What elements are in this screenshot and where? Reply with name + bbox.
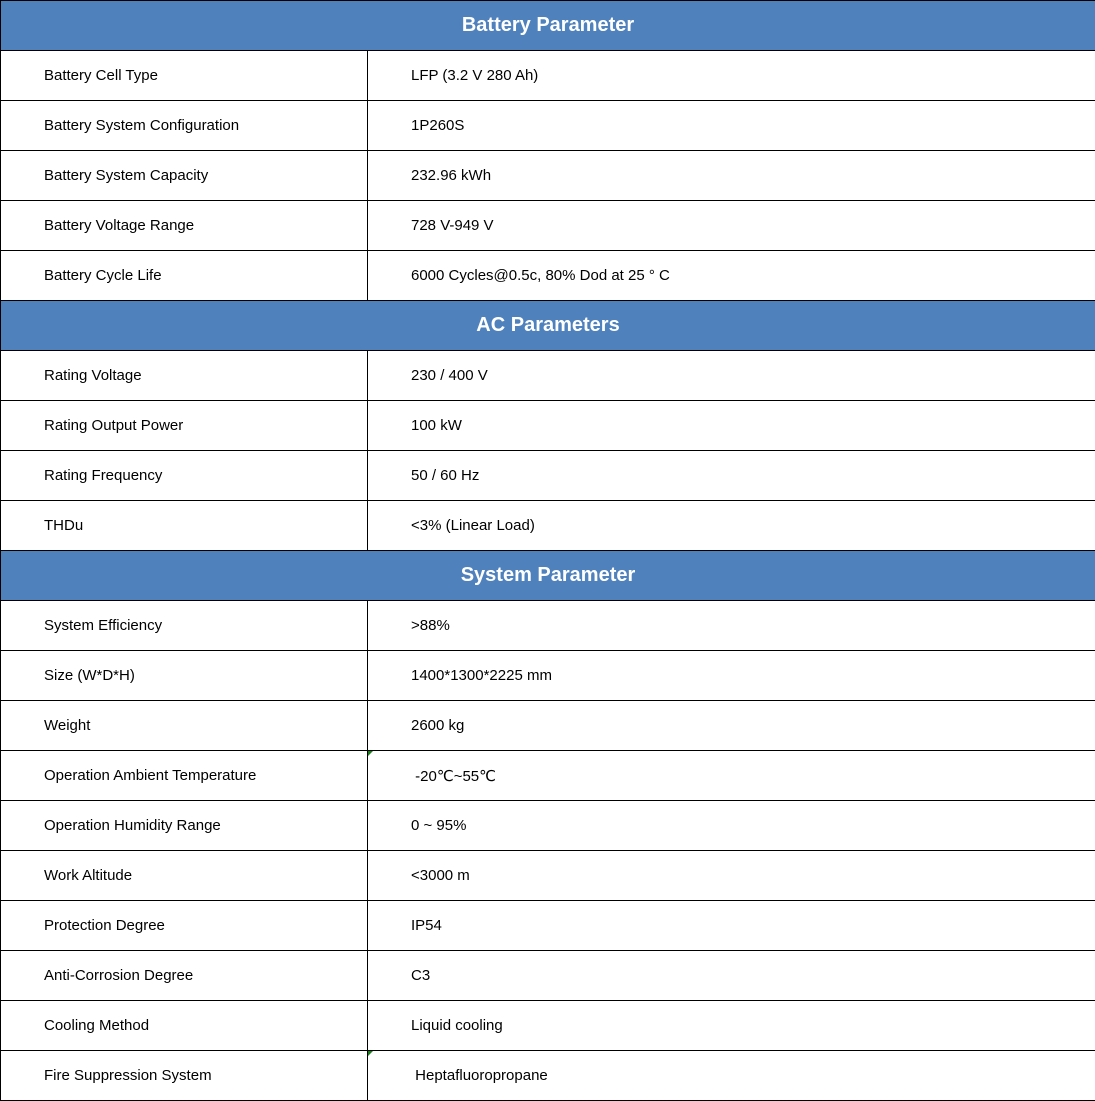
- row-value: 230 / 400 V: [368, 351, 1095, 401]
- row-label: Battery Cell Type: [1, 51, 368, 101]
- table-row: [1, 901, 1095, 951]
- cell-corner-marker: [368, 1051, 373, 1056]
- row-label: Rating Voltage: [1, 351, 368, 401]
- section-title-ac: AC Parameters: [1, 301, 1095, 351]
- row-value: <3000 m: [368, 851, 1095, 901]
- table-row: [1, 1001, 1095, 1051]
- row-label: Size (W*D*H): [1, 651, 368, 701]
- row-value-text: -20℃~55℃: [411, 767, 496, 785]
- section-header-row: [1, 1, 1095, 51]
- row-label: Battery System Configuration: [1, 101, 368, 151]
- row-label: Operation Humidity Range: [1, 801, 368, 851]
- row-value: LFP (3.2 V 280 Ah): [368, 51, 1095, 101]
- section-header-row: [1, 301, 1095, 351]
- spec-table-body: [1, 1, 1095, 1101]
- row-label: Fire Suppression System: [1, 1051, 368, 1101]
- row-value: Liquid cooling: [368, 1001, 1095, 1051]
- row-label: Rating Output Power: [1, 401, 368, 451]
- row-value: 100 kW: [368, 401, 1095, 451]
- row-label: System Efficiency: [1, 601, 368, 651]
- table-row: [1, 951, 1095, 1001]
- table-row: [1, 601, 1095, 651]
- table-row: [1, 501, 1095, 551]
- table-row: [1, 451, 1095, 501]
- table-row: [1, 101, 1095, 151]
- row-label: Battery Cycle Life: [1, 251, 368, 301]
- row-value: 2600 kg: [368, 701, 1095, 751]
- table-row: [1, 151, 1095, 201]
- table-row: [1, 701, 1095, 751]
- row-label: Anti-Corrosion Degree: [1, 951, 368, 1001]
- table-row: [1, 751, 1095, 801]
- row-value: 728 V-949 V: [368, 201, 1095, 251]
- row-label: Weight: [1, 701, 368, 751]
- table-row: [1, 801, 1095, 851]
- section-title-system: System Parameter: [1, 551, 1095, 601]
- table-row: [1, 251, 1095, 301]
- row-value: 1400*1300*2225 mm: [368, 651, 1095, 701]
- row-label: THDu: [1, 501, 368, 551]
- row-value: 0 ~ 95%: [368, 801, 1095, 851]
- row-value-text: Heptafluoropropane: [411, 1067, 548, 1084]
- table-row: [1, 651, 1095, 701]
- row-value: 232.96 kWh: [368, 151, 1095, 201]
- row-value: 50 / 60 Hz: [368, 451, 1095, 501]
- row-label: Work Altitude: [1, 851, 368, 901]
- row-value: 6000 Cycles@0.5c, 80% Dod at 25 ° C: [368, 251, 1095, 301]
- row-label: Battery System Capacity: [1, 151, 368, 201]
- section-header-row: [1, 551, 1095, 601]
- row-label: Rating Frequency: [1, 451, 368, 501]
- row-value: [368, 1051, 1095, 1101]
- table-row: [1, 851, 1095, 901]
- table-row: [1, 401, 1095, 451]
- row-value: [368, 751, 1095, 801]
- section-title-battery: Battery Parameter: [1, 1, 1095, 51]
- table-row: [1, 1051, 1095, 1101]
- table-row: [1, 201, 1095, 251]
- row-value: IP54: [368, 901, 1095, 951]
- row-value: >88%: [368, 601, 1095, 651]
- row-value: C3: [368, 951, 1095, 1001]
- row-label: Protection Degree: [1, 901, 368, 951]
- table-row: [1, 351, 1095, 401]
- table-row: [1, 51, 1095, 101]
- row-label: Cooling Method: [1, 1001, 368, 1051]
- row-label: Operation Ambient Temperature: [1, 751, 368, 801]
- row-value: 1P260S: [368, 101, 1095, 151]
- cell-corner-marker: [368, 751, 373, 756]
- row-label: Battery Voltage Range: [1, 201, 368, 251]
- row-value: <3% (Linear Load): [368, 501, 1095, 551]
